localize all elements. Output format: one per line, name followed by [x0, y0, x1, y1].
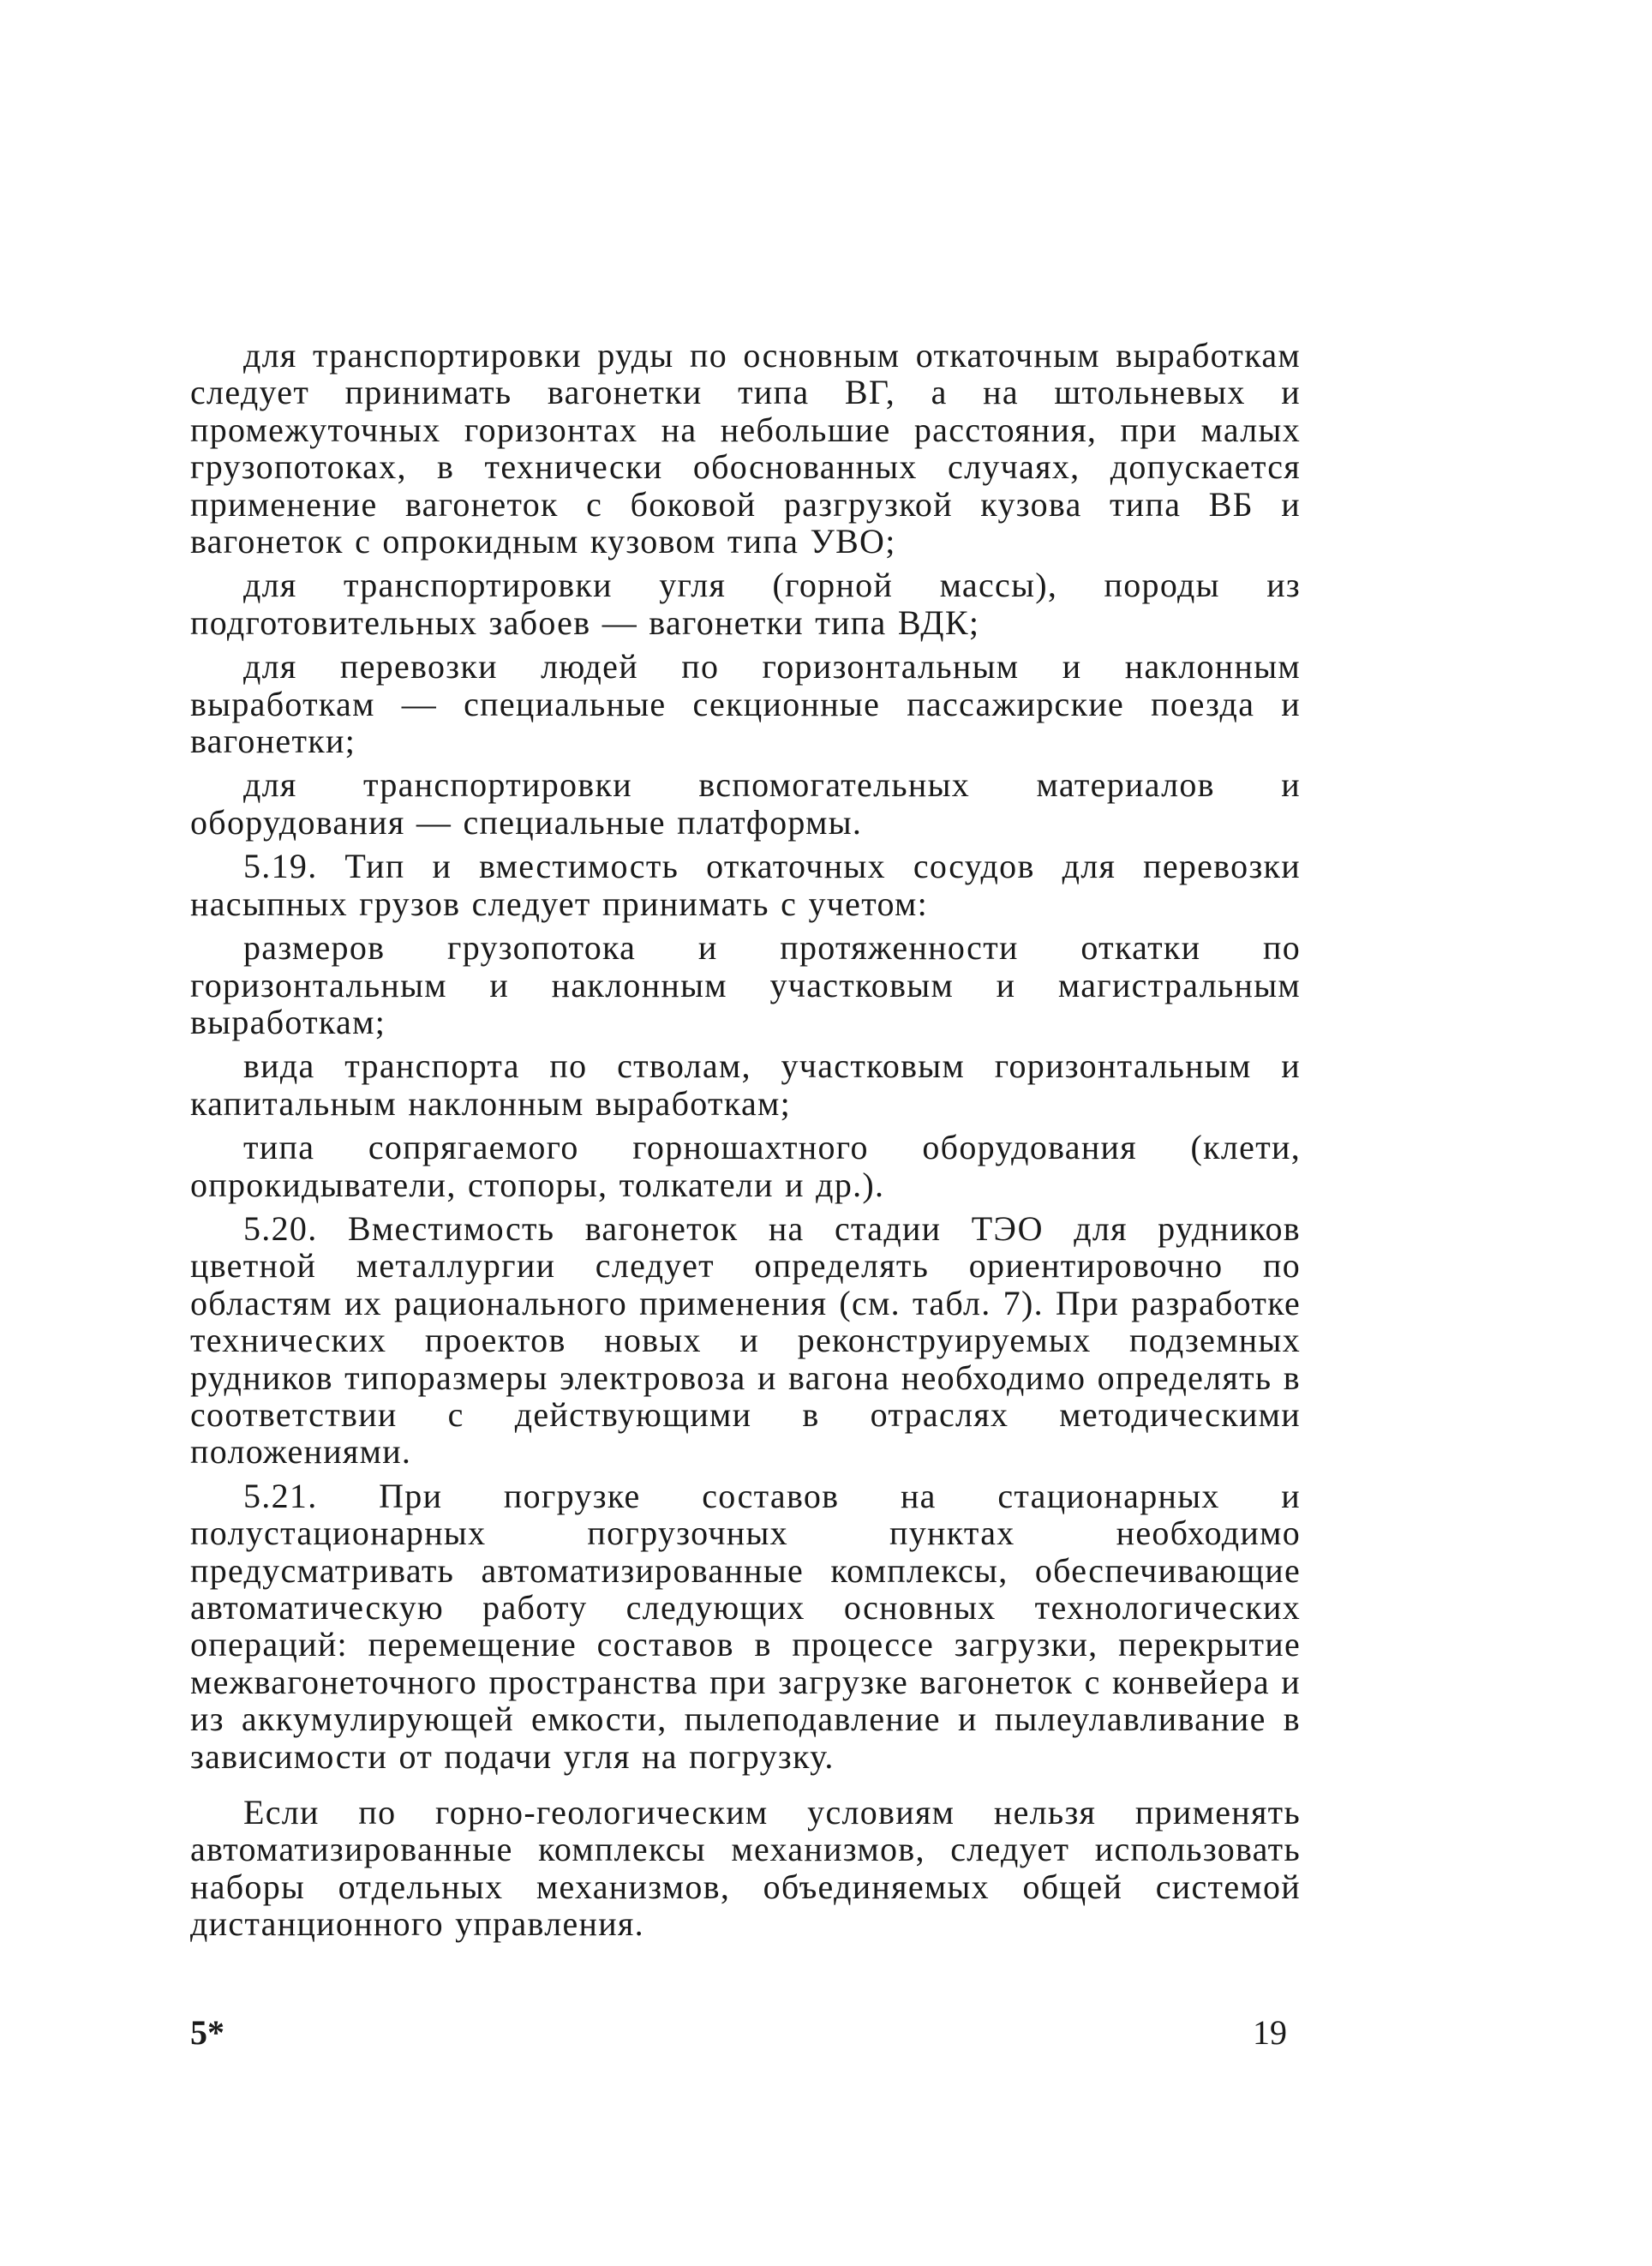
body-text: [190, 337, 1301, 1950]
signature-mark: 5*: [190, 2013, 224, 2052]
paragraph-5-20: 5.20. Вместимость вагонеток на стадии ТЭО для рудников цветной металлургии следует определять ориентировочно по областям их рационального применения (см. табл. 7). При разработке технических проектов новых и реконструируемых подземных рудников типоразмеры электровоза и вагона необходимо определять в соответствии с действующими в отраслях методическими положениями.: [190, 1208, 1301, 1472]
paragraph-auxiliary-materials: для транспортировки вспомогательных материалов и оборудования — специальные платформы.: [190, 765, 1301, 842]
paragraph-shaft-transport: вида транспорта по стволам, участковым горизонтальным и капитальным наклонным выработкам;: [190, 1046, 1301, 1123]
paragraph-people-transport: для перевозки людей по горизонтальным и наклонным выработкам — специальные секционные пассажирские поезда и вагонетки;: [190, 647, 1301, 761]
paragraph-5-21: 5.21. При погрузке составов на стационарных и полустационарных погрузочных пунктах необходимо предусматривать автоматизированные комплексы, обеспечивающие автоматическую работу следующих основных технологических операций: перемещение составов в процессе загрузки, перекрытие межвагонеточного пространства при загрузке вагонеток с конвейера и из аккумулирующей емкости, пылеподавление и пылеулавливание в зависимости от подачи угля на погрузку.: [190, 1476, 1301, 1776]
paragraph-mine-equipment: типа сопрягаемого горношахтного оборудования (клети, опрокидыватели, стопоры, толкатели и др.).: [190, 1128, 1301, 1204]
paragraph-remote-control: Если по горно-геологическим условиям нельзя применять автоматизированные комплексы механизмов, следует использовать наборы отдельных механизмов, объединяемых общей системой дистанционного управления.: [190, 1793, 1301, 1944]
paragraph-cargo-flow: размеров грузопотока и протяженности откатки по горизонтальным и наклонным участковым и магистральным выработкам;: [190, 928, 1301, 1041]
paragraph-5-19: 5.19. Тип и вместимость откаточных сосудов для перевозки насыпных грузов следует принимать с учетом:: [190, 847, 1301, 923]
paragraph-ore-wagons: для транспортировки руды по основным откаточным выработкам следует принимать вагонетки типа ВГ, а на штольневых и промежуточных горизонтах на небольшие расстояния, при малых грузопотоках, в технически обоснованных случаях, допускается применение вагонеток с боковой разгрузкой кузова типа ВБ и вагонеток с опрокидным кузовом типа УВО;: [190, 336, 1301, 561]
page-number: 19: [1253, 2013, 1287, 2052]
paragraph-coal-wagons: для транспортировки угля (горной массы), породы из подготовительных забоев — вагонетки типа ВДК;: [190, 566, 1301, 642]
